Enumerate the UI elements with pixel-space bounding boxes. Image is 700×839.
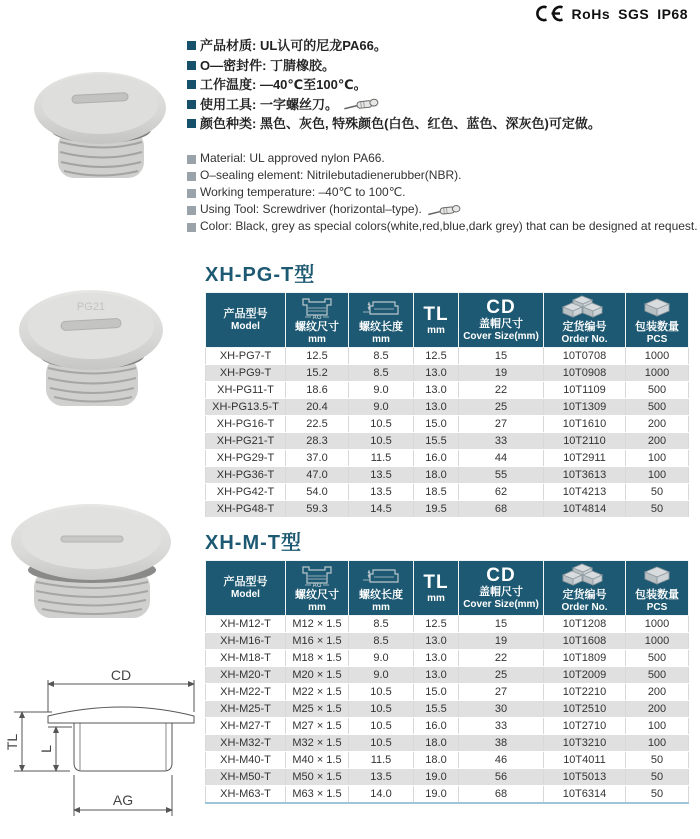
col-order-no: 定货编号 Order No. — [544, 293, 626, 348]
table-cell: 10T2710 — [544, 718, 626, 735]
table-cell: 50 — [626, 752, 689, 769]
table-row — [206, 382, 689, 399]
table-row — [206, 735, 689, 752]
spec-bullets-english — [187, 150, 698, 235]
table-cell: 25 — [459, 399, 544, 416]
table-cell: 10T3210 — [544, 735, 626, 752]
dim-label-l: L — [38, 745, 54, 753]
table-cell: M22 × 1.5 — [286, 684, 349, 701]
table-cell: 19.0 — [414, 786, 459, 804]
table-cell: 15 — [459, 348, 544, 365]
table-cell: XH-M27-T — [206, 718, 286, 735]
table-cell: 15.5 — [414, 433, 459, 450]
bullet-square-icon — [187, 172, 196, 181]
table-cell: M27 × 1.5 — [286, 718, 349, 735]
table-cell: 50 — [626, 484, 689, 501]
svg-text:AG: AG — [312, 314, 322, 320]
col-thread-size: AG 螺纹尺寸 mm — [286, 561, 349, 616]
table-cell: 10T1608 — [544, 633, 626, 650]
rohs-logo: RoHs — [571, 5, 611, 22]
table-cell: 200 — [626, 684, 689, 701]
table-cell: 50 — [626, 769, 689, 786]
table-cell: XH-M50-T — [206, 769, 286, 786]
table-cell: XH-M32-T — [206, 735, 286, 752]
table-cell: 10T2911 — [544, 450, 626, 467]
table-cell: 200 — [626, 416, 689, 433]
table-cell: XH-M12-T — [206, 616, 286, 633]
bullet-item — [187, 36, 601, 56]
thread-size-section-icon — [297, 296, 337, 320]
table-cell: 14.0 — [349, 786, 414, 804]
table-cell: 8.5 — [349, 633, 414, 650]
table-row — [206, 701, 689, 718]
bullet-item — [187, 201, 698, 218]
table-cell: 13.5 — [349, 769, 414, 786]
table-cell: 16.0 — [414, 718, 459, 735]
table-cell: 500 — [626, 399, 689, 416]
embossed-label: PG21 — [76, 301, 106, 313]
table-cell: 50 — [626, 786, 689, 804]
table-cell: 10T1109 — [544, 382, 626, 399]
table-cell: XH-PG36-T — [206, 467, 286, 484]
table-cell: XH-M25-T — [206, 701, 286, 718]
bullet-text: 颜色种类: 黑色、灰色, 特殊颜色(白色、红色、蓝色、深灰色)可定做。 — [200, 116, 601, 131]
bullet-text: 产品材质: UL认可的尼龙PA66。 — [200, 38, 387, 53]
ce-mark-icon — [534, 5, 564, 22]
table-cell: 10T6314 — [544, 786, 626, 804]
svg-text:AG: AG — [312, 582, 322, 588]
table-cell: 27 — [459, 684, 544, 701]
table-cell: 20.4 — [286, 399, 349, 416]
table-cell: 15.5 — [414, 701, 459, 718]
col-cd: CD 盖帽尺寸 Cover Size(mm) — [459, 561, 544, 616]
col-thread-length: 螺纹长度 mm — [349, 293, 414, 348]
table-cell: XH-PG7-T — [206, 348, 286, 365]
table-cell: 18.6 — [286, 382, 349, 399]
m-table-title: XH-M-T型 — [205, 532, 302, 554]
col-thread-size: AG 螺纹尺寸 mm — [286, 293, 349, 348]
table-cell: 8.5 — [349, 348, 414, 365]
table-cell: 12.5 — [414, 616, 459, 633]
bullet-text: Working temperature: –40℃ to 100℃. — [200, 185, 406, 199]
table-cell: 10T1610 — [544, 416, 626, 433]
table-cell: M16 × 1.5 — [286, 633, 349, 650]
table-cell: XH-PG42-T — [206, 484, 286, 501]
table-cell: 13.0 — [414, 650, 459, 667]
thread-length-section-icon — [361, 564, 401, 588]
table-cell: 15.0 — [414, 416, 459, 433]
table-row — [206, 752, 689, 769]
table-cell: XH-PG9-T — [206, 365, 286, 382]
dimension-diagram — [4, 670, 202, 834]
table-row — [206, 650, 689, 667]
spec-bullets-chinese — [187, 36, 601, 134]
table-cell: 10T5013 — [544, 769, 626, 786]
table-row — [206, 501, 689, 518]
table-cell: 28.3 — [286, 433, 349, 450]
table-cell: 18.5 — [414, 484, 459, 501]
bullet-square-icon — [187, 119, 196, 128]
table-cell: 19 — [459, 633, 544, 650]
table-cell: 10T4814 — [544, 501, 626, 518]
table-cell: M12 × 1.5 — [286, 616, 349, 633]
table-cell: M63 × 1.5 — [286, 786, 349, 804]
table-cell: 33 — [459, 718, 544, 735]
table-cell: XH-M20-T — [206, 667, 286, 684]
bullet-square-icon — [187, 155, 196, 164]
table-cell: 10T2009 — [544, 667, 626, 684]
table-row — [206, 467, 689, 484]
table-cell: 19 — [459, 365, 544, 382]
table-cell: 18.0 — [414, 752, 459, 769]
table-cell: 55 — [459, 467, 544, 484]
table-cell: 47.0 — [286, 467, 349, 484]
carton-icon — [637, 294, 677, 320]
table-cell: 100 — [626, 718, 689, 735]
table-cell: M18 × 1.5 — [286, 650, 349, 667]
bullet-text: Using Tool: Screwdriver (horizontal–type). — [200, 202, 422, 216]
bullet-item — [187, 167, 698, 184]
m-table-body — [206, 616, 689, 804]
table-cell: 12.5 — [414, 348, 459, 365]
table-cell: 15 — [459, 616, 544, 633]
table-cell: XH-PG29-T — [206, 450, 286, 467]
table-cell: 10T2210 — [544, 684, 626, 701]
table-cell: 200 — [626, 701, 689, 718]
table-cell: XH-M18-T — [206, 650, 286, 667]
col-pcs: 包装数量 PCS — [626, 293, 689, 348]
pg-table-title: XH-PG-T型 — [205, 264, 316, 286]
bullet-text: 工作温度: —40℃至100℃。 — [200, 77, 367, 92]
table-cell: M32 × 1.5 — [286, 735, 349, 752]
table-cell: 500 — [626, 382, 689, 399]
table-cell: 22.5 — [286, 416, 349, 433]
table-cell: 10T3613 — [544, 467, 626, 484]
table-cell: 56 — [459, 769, 544, 786]
table-cell: XH-M40-T — [206, 752, 286, 769]
m-spec-table — [205, 560, 689, 804]
table-cell: 50 — [626, 501, 689, 518]
m-table-section — [205, 526, 689, 804]
table-cell: 10.5 — [349, 433, 414, 450]
sgs-logo: SGS — [618, 5, 650, 22]
table-cell: 15.0 — [414, 684, 459, 701]
col-model: 产品型号 Model — [206, 293, 286, 348]
table-row — [206, 667, 689, 684]
table-cell: 500 — [626, 650, 689, 667]
bullet-item — [187, 95, 601, 115]
table-cell: 9.0 — [349, 399, 414, 416]
table-cell: 10T1309 — [544, 399, 626, 416]
table-cell: XH-PG21-T — [206, 433, 286, 450]
table-cell: 13.0 — [414, 667, 459, 684]
bullet-square-icon — [187, 80, 196, 89]
thread-size-section-icon — [297, 564, 337, 588]
bullet-text: O—密封件: 丁腈橡胶。 — [200, 57, 336, 73]
col-cd: CD 盖帽尺寸 Cover Size(mm) — [459, 293, 544, 348]
table-cell: 46 — [459, 752, 544, 769]
carton-stack-icon — [559, 294, 611, 320]
table-cell: 10T2110 — [544, 433, 626, 450]
ip68-logo: IP68 — [657, 5, 688, 22]
table-cell: 18.0 — [414, 735, 459, 752]
table-cell: M20 × 1.5 — [286, 667, 349, 684]
table-cell: M40 × 1.5 — [286, 752, 349, 769]
table-row — [206, 684, 689, 701]
col-tl: TL mm — [414, 561, 459, 616]
table-cell: 13.5 — [349, 484, 414, 501]
table-row — [206, 399, 689, 416]
table-cell: 200 — [626, 433, 689, 450]
table-cell: 62 — [459, 484, 544, 501]
table-cell: 100 — [626, 467, 689, 484]
table-cell: 10T4213 — [544, 484, 626, 501]
table-cell: 10T0908 — [544, 365, 626, 382]
bullet-item — [187, 114, 601, 134]
product-photo-screw-plug-small — [26, 58, 174, 188]
table-cell: 13.0 — [414, 365, 459, 382]
table-cell: 22 — [459, 382, 544, 399]
bullet-text: O–sealing element: Nitrilebutadienerubber(NBR). — [200, 168, 462, 182]
bullet-item — [187, 184, 698, 201]
table-cell: 1000 — [626, 616, 689, 633]
bullet-square-icon — [187, 61, 196, 70]
table-cell: XH-PG11-T — [206, 382, 286, 399]
table-cell: XH-PG48-T — [206, 501, 286, 518]
bullet-item — [187, 56, 601, 76]
table-cell: 15.2 — [286, 365, 349, 382]
table-cell: XH-PG13.5-T — [206, 399, 286, 416]
table-cell: 10.5 — [349, 416, 414, 433]
col-thread-length: 螺纹长度 mm — [349, 561, 414, 616]
table-cell: XH-M22-T — [206, 684, 286, 701]
table-row — [206, 433, 689, 450]
table-row — [206, 365, 689, 382]
table-cell: 10.5 — [349, 684, 414, 701]
table-row — [206, 348, 689, 365]
carton-icon — [637, 562, 677, 588]
col-tl: TL mm — [414, 293, 459, 348]
table-cell: 54.0 — [286, 484, 349, 501]
screwdriver-icon — [426, 202, 461, 218]
table-cell: 22 — [459, 650, 544, 667]
carton-stack-icon — [559, 562, 611, 588]
product-photo-screw-plug-large — [8, 486, 176, 628]
thread-length-section-icon — [361, 296, 401, 320]
bullet-square-icon — [187, 189, 196, 198]
pg-table-section — [205, 258, 689, 518]
table-row — [206, 769, 689, 786]
bullet-text: Material: UL approved nylon PA66. — [200, 151, 385, 165]
table-row — [206, 786, 689, 804]
table-cell: 13.0 — [414, 382, 459, 399]
table-cell: XH-M63-T — [206, 786, 286, 804]
table-cell: 10.5 — [349, 735, 414, 752]
table-cell: 44 — [459, 450, 544, 467]
table-cell: 13.5 — [349, 467, 414, 484]
table-cell: 10T1208 — [544, 616, 626, 633]
table-cell: 68 — [459, 501, 544, 518]
table-cell: 9.0 — [349, 650, 414, 667]
table-cell: 37.0 — [286, 450, 349, 467]
bullet-item — [187, 75, 601, 95]
table-cell: 9.0 — [349, 667, 414, 684]
bullet-square-icon — [187, 100, 196, 109]
bullet-square-icon — [187, 206, 196, 215]
table-row — [206, 450, 689, 467]
table-cell: 27 — [459, 416, 544, 433]
table-cell: XH-PG16-T — [206, 416, 286, 433]
table-cell: 100 — [626, 735, 689, 752]
table-cell: 13.0 — [414, 399, 459, 416]
table-cell: 10T1809 — [544, 650, 626, 667]
table-cell: 11.5 — [349, 450, 414, 467]
table-cell: 8.5 — [349, 365, 414, 382]
table-cell: 8.5 — [349, 616, 414, 633]
table-cell: 38 — [459, 735, 544, 752]
col-pcs: 包装数量 PCS — [626, 561, 689, 616]
table-cell: 16.0 — [414, 450, 459, 467]
table-row — [206, 484, 689, 501]
dim-label-cd: CD — [110, 670, 132, 683]
table-cell: 19.0 — [414, 769, 459, 786]
bullet-text: Color: Black, grey as special colors(white,red,blue,dark grey) that can be designed at request. — [200, 219, 698, 233]
table-cell: 10T2510 — [544, 701, 626, 718]
table-row — [206, 616, 689, 633]
table-cell: 100 — [626, 450, 689, 467]
table-cell: 9.0 — [349, 382, 414, 399]
bullet-text: 使用工具: 一字螺丝刀。 — [200, 96, 338, 112]
table-cell: 10.5 — [349, 701, 414, 718]
table-cell: XH-M16-T — [206, 633, 286, 650]
table-cell: 30 — [459, 701, 544, 718]
table-cell: 10.5 — [349, 718, 414, 735]
table-row — [206, 718, 689, 735]
bullet-item — [187, 150, 698, 167]
bullet-square-icon — [187, 223, 196, 232]
table-cell: 12.5 — [286, 348, 349, 365]
dim-label-ag: AG — [112, 792, 134, 808]
table-cell: 13.0 — [414, 633, 459, 650]
table-cell: 1000 — [626, 633, 689, 650]
product-photo-screw-plug-pg21 — [12, 276, 170, 416]
col-order-no: 定货编号 Order No. — [544, 561, 626, 616]
table-cell: 14.5 — [349, 501, 414, 518]
dim-label-tl: TL — [4, 733, 20, 751]
table-header — [206, 293, 689, 348]
pg-table-body — [206, 348, 689, 518]
table-cell: 10T0708 — [544, 348, 626, 365]
table-cell: 1000 — [626, 365, 689, 382]
bullet-item — [187, 218, 698, 235]
table-cell: 11.5 — [349, 752, 414, 769]
col-model: 产品型号 Model — [206, 561, 286, 616]
table-cell: 18.0 — [414, 467, 459, 484]
screwdriver-icon — [342, 96, 379, 113]
table-cell: 59.3 — [286, 501, 349, 518]
table-cell: 500 — [626, 667, 689, 684]
table-cell: 25 — [459, 667, 544, 684]
table-cell: 10T4011 — [544, 752, 626, 769]
pg-spec-table — [205, 292, 689, 518]
table-cell: 19.5 — [414, 501, 459, 518]
table-cell: 33 — [459, 433, 544, 450]
table-cell: M25 × 1.5 — [286, 701, 349, 718]
certification-logos — [534, 5, 688, 22]
table-row — [206, 633, 689, 650]
table-header — [206, 561, 689, 616]
table-cell: M50 × 1.5 — [286, 769, 349, 786]
table-cell: 1000 — [626, 348, 689, 365]
table-row — [206, 416, 689, 433]
bullet-square-icon — [187, 41, 196, 50]
table-cell: 68 — [459, 786, 544, 804]
